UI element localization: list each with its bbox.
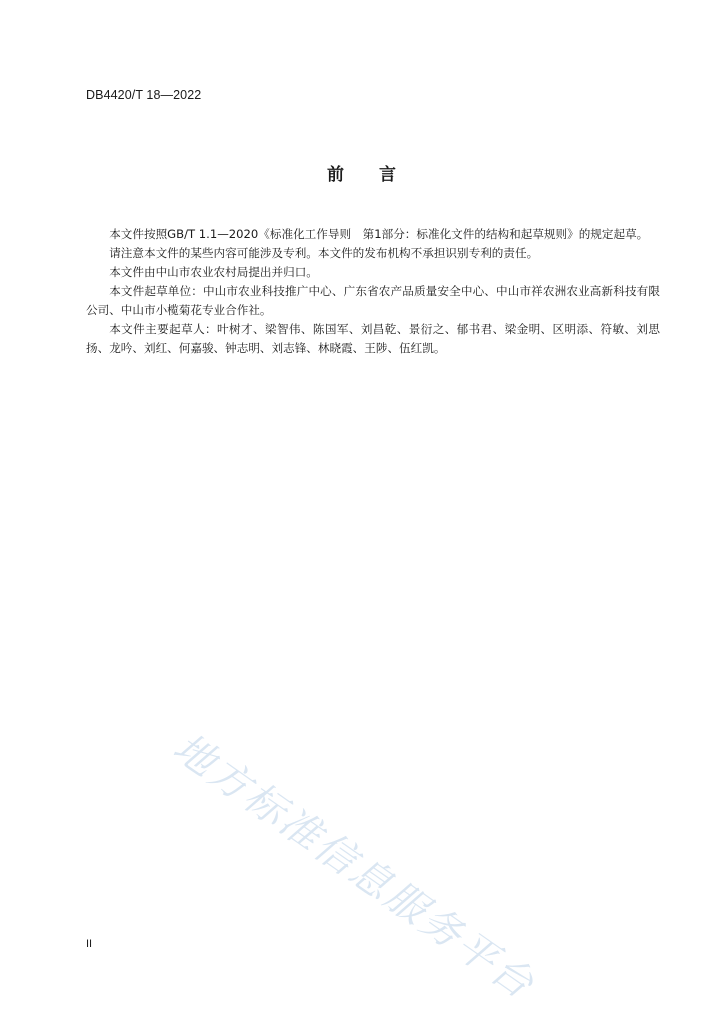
title-part-2: 言 [379,165,397,185]
document-code: DB4420/T 18—2022 [86,88,202,102]
page-title [0,160,724,185]
watermark: 地方标准信息服务平台 [164,724,544,1009]
paragraph-drafting-rules: 本文件按照GB/T 1.1—2020《标准化工作导则 第1部分：标准化文件的结构和起草规则》的规定起草。 [109,227,649,241]
paragraph-patent-notice: 请注意本文件的某些内容可能涉及专利。本文件的发布机构不承担识别专利的责任。 [109,246,539,260]
page-number: II [86,938,93,950]
paragraph-drafters: 本文件主要起草人：叶树才、梁智伟、陈国军、刘昌乾、景衍之、郁书君、梁金明、区明添、符敏、刘思扬、龙吟、刘红、何嘉骏、钟志明、刘志锋、林晓霞、王陟、伍红凯。 [86,322,660,355]
title-part-1: 前 [327,165,345,185]
foreword-body [86,225,660,358]
paragraph-proposer: 本文件由中山市农业农村局提出并归口。 [109,265,318,279]
paragraph-drafting-units: 本文件起草单位：中山市农业科技推广中心、广东省农产品质量安全中心、中山市祥农洲农业高新科技有限公司、中山市小榄菊花专业合作社。 [86,284,660,317]
